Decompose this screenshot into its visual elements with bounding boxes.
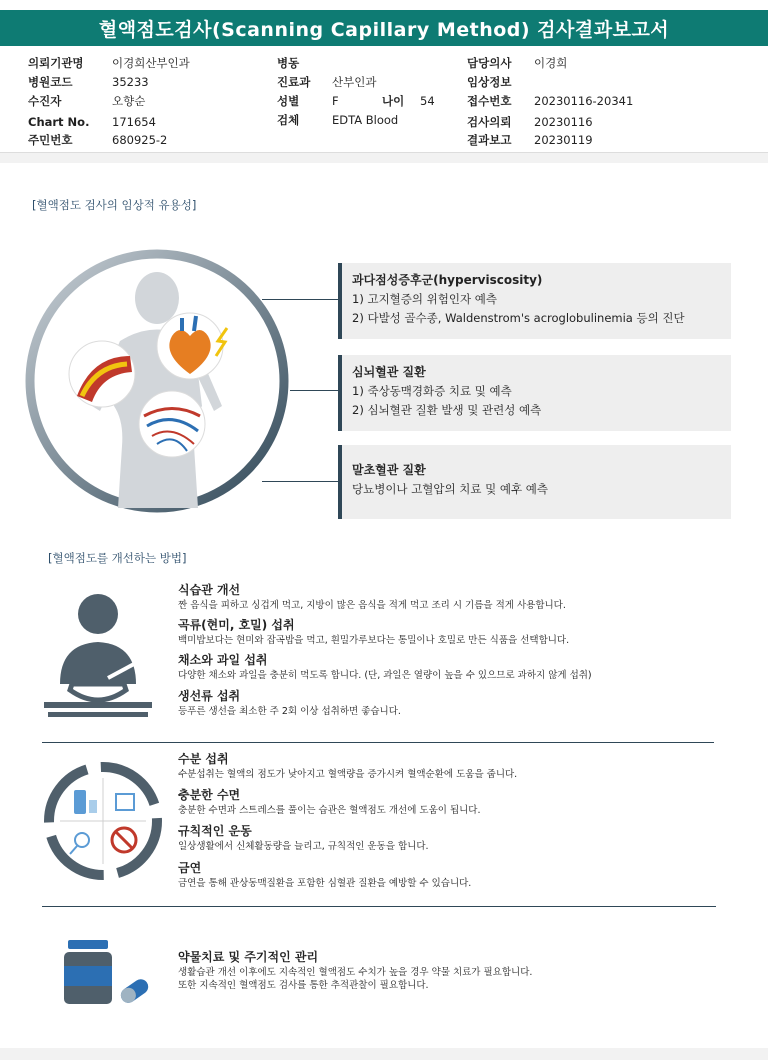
value-doctor: 이경희 <box>534 56 568 70</box>
label-department: 진료과 <box>277 75 311 89</box>
value-department: 산부인과 <box>332 75 377 89</box>
value-request-date: 20230116 <box>534 115 593 129</box>
tip-exercise <box>178 823 738 853</box>
divider-1 <box>42 742 714 743</box>
label-specimen: 검체 <box>277 113 300 127</box>
card-title: 심뇌혈관 질환 <box>352 365 426 379</box>
card-line: 당뇨병이나 고혈압의 치료 및 예후 예측 <box>352 482 549 496</box>
medicine-bottle-icon <box>60 940 155 1010</box>
label-resident-no: 주민번호 <box>28 133 73 147</box>
card-line: 2) 심뇌혈관 질환 발생 및 관련성 예측 <box>352 403 542 417</box>
divider-2 <box>42 906 716 907</box>
tip-title: 수분 섭취 <box>178 752 229 766</box>
label-patient: 수진자 <box>28 94 62 108</box>
label-receipt-no: 접수번호 <box>467 94 512 108</box>
card-title: 말초혈관 질환 <box>352 463 426 477</box>
artery-icon <box>69 341 135 407</box>
value-specimen: EDTA Blood <box>332 113 399 127</box>
tip-desc: 또한 지속적인 혈액점도 검사를 통한 추적관찰이 필요합니다. <box>178 980 429 991</box>
tip-desc: 생활습관 개선 이후에도 지속적인 혈액점도 수치가 높을 경우 약물 치료가 필요합니다. <box>178 967 533 978</box>
value-patient: 오향순 <box>112 94 146 108</box>
value-report-date: 20230119 <box>534 133 593 147</box>
label-hospital-code: 병원코드 <box>28 75 73 89</box>
connector-1 <box>262 299 340 300</box>
tip-grains <box>178 617 738 647</box>
card-cardiovascular <box>338 355 731 431</box>
bed-icon <box>116 794 134 810</box>
tip-desc: 충분한 수면과 스트레스를 풀이는 습관은 혈액점도 개선에 도움이 됩니다. <box>178 805 481 816</box>
label-clinical-info: 임상정보 <box>467 75 512 89</box>
tip-desc: 백미밥보다는 현미와 잡곡밥을 먹고, 흰밀가루보다는 통밀이나 호밀로 만든 식품을 선택합니다. <box>178 635 570 646</box>
label-age: 나이 <box>382 94 405 108</box>
card-title: 과다점성증후군(hyperviscosity) <box>352 273 543 287</box>
card-line: 1) 고지혈증의 위험인자 예측 <box>352 292 497 306</box>
connector-2 <box>290 390 340 391</box>
value-age: 54 <box>420 94 435 108</box>
value-receipt-no: 20230116-20341 <box>534 94 634 108</box>
label-sex: 성별 <box>277 94 300 108</box>
body-illustration <box>22 246 292 516</box>
tip-title: 충분한 수면 <box>178 788 241 802</box>
tip-no-smoking <box>178 860 738 890</box>
clinical-section-title: [혈액점도 검사의 임상적 유용성] <box>32 198 197 212</box>
tip-title: 곡류(현미, 호밀) 섭취 <box>178 618 295 632</box>
value-sex: F <box>332 94 339 108</box>
tip-desc: 일상생활에서 신체활동량을 늘리고, 규칙적인 운동을 합니다. <box>178 841 429 852</box>
label-request-date: 검사의뢰 <box>467 115 512 129</box>
tip-medication <box>178 949 738 992</box>
card-line: 2) 다발성 골수종, Waldenstrom's acroglobulinemia 등의 진단 <box>352 311 685 325</box>
tip-sleep <box>178 787 738 817</box>
tip-title: 금연 <box>178 861 202 875</box>
label-report-date: 결과보고 <box>467 133 512 147</box>
patient-info <box>0 54 768 150</box>
connector-3 <box>262 481 340 482</box>
lifestyle-icon <box>42 760 164 882</box>
label-ward: 병동 <box>277 56 300 70</box>
tip-desc: 등푸른 생선을 최소한 주 2회 이상 섭취하면 좋습니다. <box>178 706 401 717</box>
label-chart-no: Chart No. <box>28 115 90 129</box>
value-chart-no: 171654 <box>112 115 156 129</box>
value-resident-no: 680925-2 <box>112 133 168 147</box>
tip-title: 약물치료 및 주기적인 관리 <box>178 950 319 964</box>
label-hospital: 의뢰기관명 <box>28 56 84 70</box>
tip-desc: 수분섭취는 혈액의 점도가 낮아지고 혈액량을 증가시켜 혈액순환에 도움을 줍니다. <box>178 769 518 780</box>
eating-person-icon <box>42 592 154 720</box>
footer-band <box>0 1048 768 1060</box>
racket-icon <box>75 833 89 847</box>
section-divider <box>0 152 768 163</box>
improve-section-title: [혈액점도를 개선하는 방법] <box>48 551 187 565</box>
value-hospital: 이경희산부인과 <box>112 56 190 70</box>
label-doctor: 담당의사 <box>467 56 512 70</box>
tip-desc: 짠 음식을 피하고 싱겁게 먹고, 지방이 많은 음식을 적게 먹고 조리 시 기름을 적게 사용합니다. <box>178 600 566 611</box>
tip-vegetables <box>178 652 738 682</box>
tip-desc: 다양한 채소와 과일을 충분히 먹도록 합니다. (단, 과일은 열량이 높을 수 있으므로 과하지 않게 섭취) <box>178 670 592 681</box>
tip-title: 생선류 섭취 <box>178 689 241 703</box>
tip-title: 규칙적인 운동 <box>178 824 252 838</box>
tip-diet <box>178 582 738 612</box>
tip-title: 식습관 개선 <box>178 583 241 597</box>
pill-icon <box>118 976 151 1005</box>
vessels-icon <box>139 391 205 457</box>
tip-title: 채소와 과일 섭취 <box>178 653 268 667</box>
tip-desc: 금연을 통해 관상동맥질환을 포함한 심혈관 질환을 예방할 수 있습니다. <box>178 878 472 889</box>
tip-fish <box>178 688 738 718</box>
card-line: 1) 죽상동맥경화증 치료 및 예측 <box>352 384 512 398</box>
report-title: 혈액점도검사(Scanning Capillary Method) 검사결과보고서 <box>0 10 768 46</box>
tip-water <box>178 751 738 781</box>
card-hyperviscosity <box>338 263 731 339</box>
card-peripheral <box>338 445 731 519</box>
water-bottle-icon <box>74 790 86 814</box>
value-hospital-code: 35233 <box>112 75 149 89</box>
